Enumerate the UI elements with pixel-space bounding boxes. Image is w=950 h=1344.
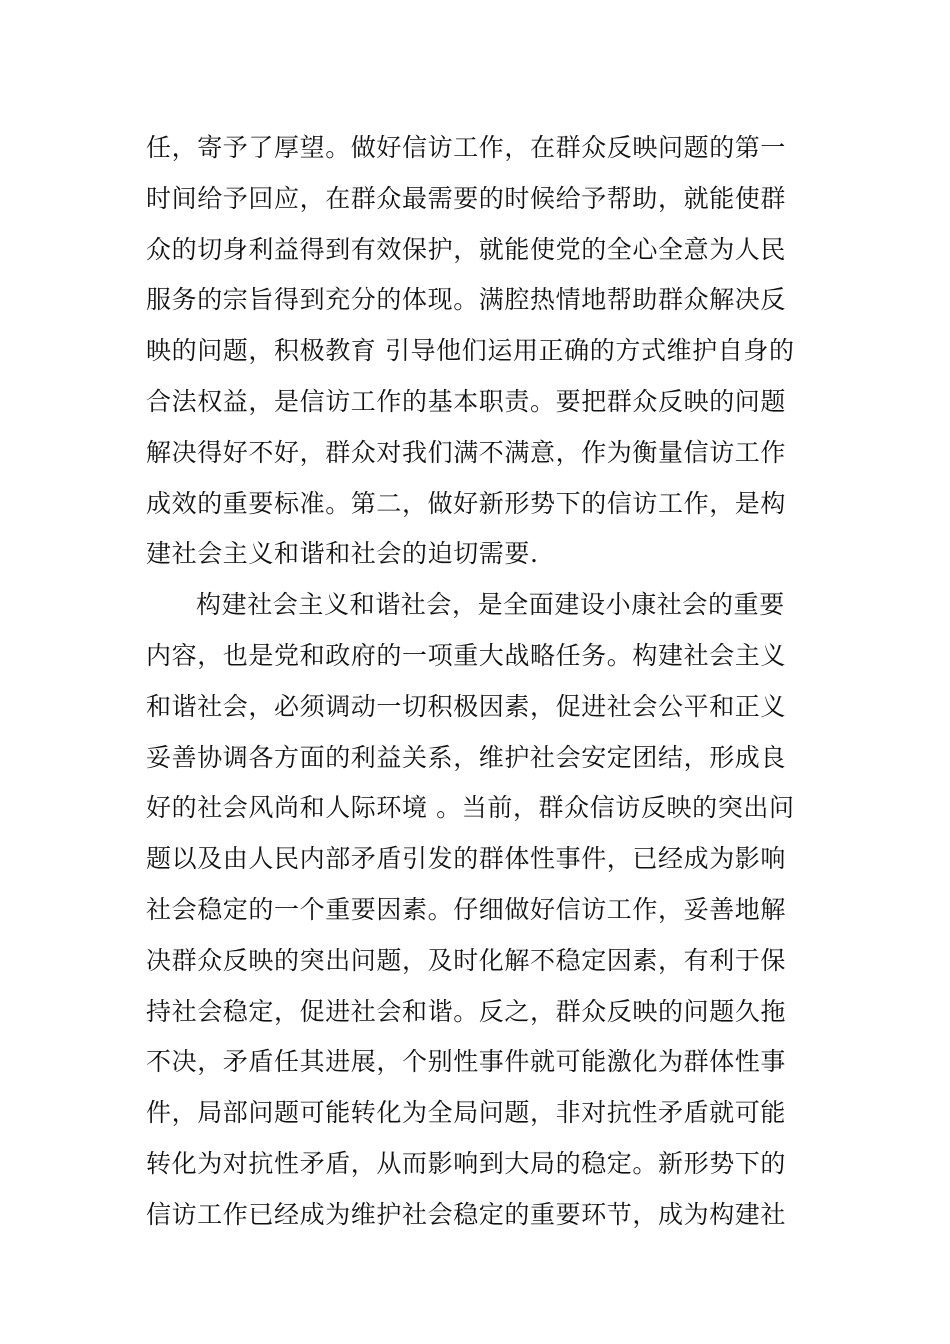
- text-line: 内容，也是党和政府的一项重大战略任务。构建社会主义: [146, 640, 787, 670]
- text-line: 建社会主义和谐和社会的迫切需要.: [146, 539, 539, 569]
- text-line: 众的切身利益得到有效保护，就能使党的全心全意为人民: [146, 234, 787, 264]
- text-line: 决群众反映的突出问题，及时化解不稳定因素，有利于保: [146, 945, 787, 975]
- text-line: 任，寄予了厚望。做好信访工作，在群众反映问题的第一: [146, 133, 787, 162]
- text-line: 不决，矛盾任其进展，个别性事件就可能激化为群体性事: [146, 1047, 787, 1077]
- text-line-indented: 构建社会主义和谐社会，是全面建设小康社会的重要: [196, 590, 785, 620]
- text-line: 合法权益，是信访工作的基本职责。要把群众反映的问题: [146, 386, 787, 416]
- text-line: 妥善协调各方面的利益关系，维护社会安定团结，形成良: [146, 742, 787, 772]
- text-line: 和谐社会，必须调动一切积极因素，促进社会公平和正义: [146, 691, 787, 721]
- text-line: 服务的宗旨得到充分的体现。满腔热情地帮助群众解决反: [146, 285, 787, 315]
- text-line: 社会稳定的一个重要因素。仔细做好信访工作，妥善地解: [146, 894, 787, 924]
- text-line: 成效的重要标准。第二，做好新形势下的信访工作，是构: [146, 488, 787, 518]
- text-line: 持社会稳定，促进社会和谐。反之，群众反映的问题久拖: [146, 996, 787, 1026]
- body-text: [146, 123, 816, 1241]
- text-line: 映的问题，积极教育 引导他们运用正确的方式维护自身的: [146, 336, 795, 366]
- text-line: 时间给予回应，在群众最需要的时候给予帮助，就能使群: [146, 183, 787, 213]
- paragraph-1: [146, 123, 816, 580]
- text-line: 题以及由人民内部矛盾引发的群体性事件，已经成为影响: [146, 844, 787, 874]
- text-line: 好的社会风尚和人际环境 。当前，群众信访反映的突出问: [146, 793, 795, 823]
- text-line: 转化为对抗性矛盾，从而影响到大局的稳定。新形势下的: [146, 1148, 787, 1178]
- text-line: 解决得好不好，群众对我们满不满意，作为衡量信访工作: [146, 437, 787, 467]
- text-line: 信访工作已经成为维护社会稳定的重要环节，成为构建社: [146, 1199, 787, 1229]
- paragraph-2: [146, 580, 816, 1240]
- text-line: 件，局部问题可能转化为全局问题，非对抗性矛盾就可能: [146, 1098, 787, 1128]
